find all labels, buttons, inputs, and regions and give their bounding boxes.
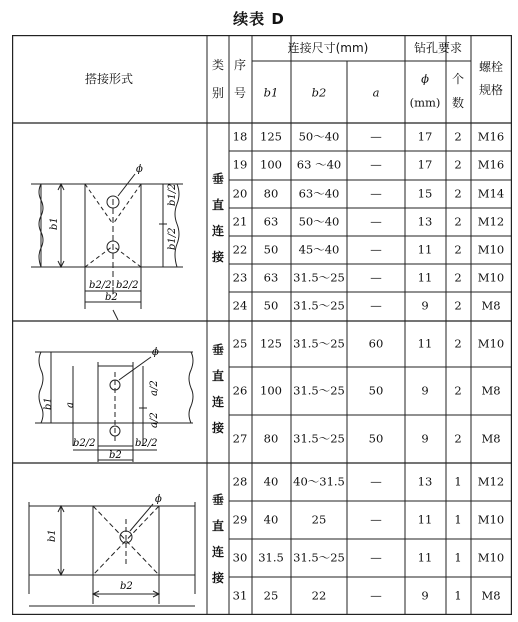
cell-n: 2 <box>454 336 462 351</box>
cell-bolt: M8 <box>481 383 501 398</box>
d1-phi-label: ϕ <box>136 164 143 175</box>
cell-b1: 100 <box>260 383 282 398</box>
category-group-2: 垂直连接 <box>211 343 224 435</box>
cell-seq: 18 <box>232 129 248 144</box>
cell-n: 2 <box>454 298 462 313</box>
cell-b1: 125 <box>260 336 282 351</box>
diagram-vertical-two-bolt <box>13 124 207 320</box>
d1-b2-label: b2 <box>105 292 118 303</box>
header-count-1: 个 <box>451 72 465 86</box>
cell-b1: 100 <box>260 157 282 172</box>
header-form: 搭接形式 <box>84 72 134 86</box>
cell-bolt: M12 <box>477 214 505 229</box>
cell-seq: 26 <box>232 383 248 398</box>
cell-phi: 11 <box>417 336 433 351</box>
cell-bolt: M16 <box>477 157 505 172</box>
d2-b2-label: b2 <box>109 450 122 461</box>
header-bolt-2: 规格 <box>478 83 504 97</box>
cell-n: 2 <box>454 157 462 172</box>
cell-bolt: M12 <box>477 474 505 489</box>
page-title: 续表 D <box>233 10 285 28</box>
cell-b1: 125 <box>260 129 282 144</box>
d2-ahalf-bottom-label: a/2 <box>149 412 160 428</box>
header-bolt-1: 螺栓 <box>478 60 504 74</box>
cell-a: 50 <box>368 383 384 398</box>
d1-b2half-right-label: b2/2 <box>116 280 139 291</box>
cell-b2: 45～40 <box>298 242 340 257</box>
cell-b2: 50～40 <box>298 214 340 229</box>
cell-seq: 31 <box>232 588 248 603</box>
cell-seq: 29 <box>232 512 248 527</box>
cell-a: — <box>370 157 382 172</box>
header-phi: ϕ <box>421 71 429 86</box>
header-category-2: 别 <box>211 86 225 100</box>
cell-n: 2 <box>454 431 462 446</box>
cell-seq: 20 <box>232 186 248 201</box>
cell-bolt: M8 <box>481 431 501 446</box>
cell-b2: 31.5～25 <box>293 383 345 398</box>
cell-b2: 63～40 <box>298 186 340 201</box>
cell-b2: 25 <box>311 512 327 527</box>
d2-b1-label: b1 <box>43 397 54 410</box>
cell-seq: 27 <box>232 431 248 446</box>
cell-b2: 31.5～25 <box>293 431 345 446</box>
cell-phi: 9 <box>421 588 429 603</box>
d3-phi-label: ϕ <box>155 494 162 505</box>
diagram-vertical-single-bolt <box>13 464 207 614</box>
cell-b1: 31.5 <box>258 550 284 565</box>
cell-n: 2 <box>454 270 462 285</box>
cell-phi: 11 <box>417 550 433 565</box>
header-a: a <box>372 85 380 100</box>
d2-phi-label: ϕ <box>152 347 159 358</box>
cell-phi: 11 <box>417 242 433 257</box>
cell-b1: 50 <box>263 298 279 313</box>
cell-phi: 17 <box>417 129 433 144</box>
cell-seq: 25 <box>232 336 248 351</box>
d2-a-label: a <box>65 402 76 408</box>
cell-n: 1 <box>454 474 462 489</box>
header-conn-dims: 连接尺寸(mm) <box>287 41 369 55</box>
cell-phi: 9 <box>421 383 429 398</box>
cell-phi: 11 <box>417 512 433 527</box>
cell-seq: 23 <box>232 270 248 285</box>
connection-table <box>12 35 512 615</box>
cell-seq: 19 <box>232 157 248 172</box>
header-seq-2: 号 <box>233 86 247 100</box>
cell-n: 2 <box>454 214 462 229</box>
d2-b2half-left-label: b2/2 <box>73 438 96 449</box>
cell-a: — <box>370 214 382 229</box>
cell-a: — <box>370 242 382 257</box>
header-phi-unit: (mm) <box>409 95 441 110</box>
cell-b1: 63 <box>263 270 279 285</box>
d1-b1-label: b1 <box>49 217 60 230</box>
cell-bolt: M10 <box>477 512 505 527</box>
cell-b1: 40 <box>263 474 279 489</box>
cell-b1: 63 <box>263 214 279 229</box>
cell-b2: 63 ～40 <box>296 157 342 172</box>
cell-b2: 50～40 <box>298 129 340 144</box>
cell-a: — <box>370 129 382 144</box>
header-seq-1: 序 <box>233 58 247 72</box>
cell-phi: 13 <box>417 214 433 229</box>
cell-seq: 21 <box>232 214 248 229</box>
cell-bolt: M14 <box>477 186 505 201</box>
cell-b2: 31.5～25 <box>293 550 345 565</box>
cell-phi: 9 <box>421 298 429 313</box>
d3-b2-label: b2 <box>120 581 133 592</box>
cell-a: — <box>370 474 382 489</box>
header-b1: b1 <box>263 85 279 100</box>
header-drill: 钻孔要求 <box>413 41 463 55</box>
cell-b1: 80 <box>263 186 279 201</box>
d1-b1half-top-label: b1/2 <box>167 183 178 206</box>
cell-a: — <box>370 588 382 603</box>
cell-b2: 31.5～25 <box>293 270 345 285</box>
cell-phi: 15 <box>417 186 433 201</box>
cell-a: 60 <box>368 336 384 351</box>
d3-b1-label: b1 <box>47 529 58 542</box>
category-group-3: 垂直连接 <box>211 493 224 585</box>
cell-b1: 40 <box>263 512 279 527</box>
cell-b1: 25 <box>263 588 279 603</box>
cell-bolt: M16 <box>477 129 505 144</box>
cell-b2: 22 <box>311 588 327 603</box>
header-count-2: 数 <box>451 96 465 110</box>
cell-seq: 28 <box>232 474 248 489</box>
cell-a: — <box>370 550 382 565</box>
d1-b2half-left-label: b2/2 <box>89 280 112 291</box>
cell-phi: 9 <box>421 431 429 446</box>
cell-seq: 30 <box>232 550 248 565</box>
cell-a: — <box>370 186 382 201</box>
cell-a: — <box>370 270 382 285</box>
cell-b1: 80 <box>263 431 279 446</box>
d2-b2half-right-label: b2/2 <box>135 438 158 449</box>
header-b2: b2 <box>311 85 327 100</box>
cell-phi: 13 <box>417 474 433 489</box>
cell-b2: 31.5～25 <box>293 336 345 351</box>
cell-n: 1 <box>454 512 462 527</box>
cell-phi: 11 <box>417 270 433 285</box>
cell-bolt: M8 <box>481 298 501 313</box>
cell-bolt: M10 <box>477 270 505 285</box>
diagram-vertical-spacing-a <box>13 322 207 463</box>
cell-n: 1 <box>454 588 462 603</box>
cell-n: 1 <box>454 550 462 565</box>
cell-bolt: M8 <box>481 588 501 603</box>
cell-b2: 40～31.5 <box>293 474 345 489</box>
category-group-1: 垂直连接 <box>211 172 224 264</box>
d1-b1half-bottom-label: b1/2 <box>167 227 178 250</box>
d2-ahalf-top-label: a/2 <box>149 380 160 396</box>
cell-b1: 50 <box>263 242 279 257</box>
cell-n: 2 <box>454 186 462 201</box>
cell-b2: 31.5～25 <box>293 298 345 313</box>
cell-bolt: M10 <box>477 336 505 351</box>
cell-a: — <box>370 298 382 313</box>
cell-a: — <box>370 512 382 527</box>
cell-a: 50 <box>368 431 384 446</box>
cell-n: 2 <box>454 383 462 398</box>
cell-bolt: M10 <box>477 242 505 257</box>
header-category-1: 类 <box>211 58 225 72</box>
cell-seq: 22 <box>232 242 248 257</box>
cell-n: 2 <box>454 242 462 257</box>
cell-phi: 17 <box>417 157 433 172</box>
cell-n: 2 <box>454 129 462 144</box>
cell-seq: 24 <box>232 298 248 313</box>
cell-bolt: M10 <box>477 550 505 565</box>
